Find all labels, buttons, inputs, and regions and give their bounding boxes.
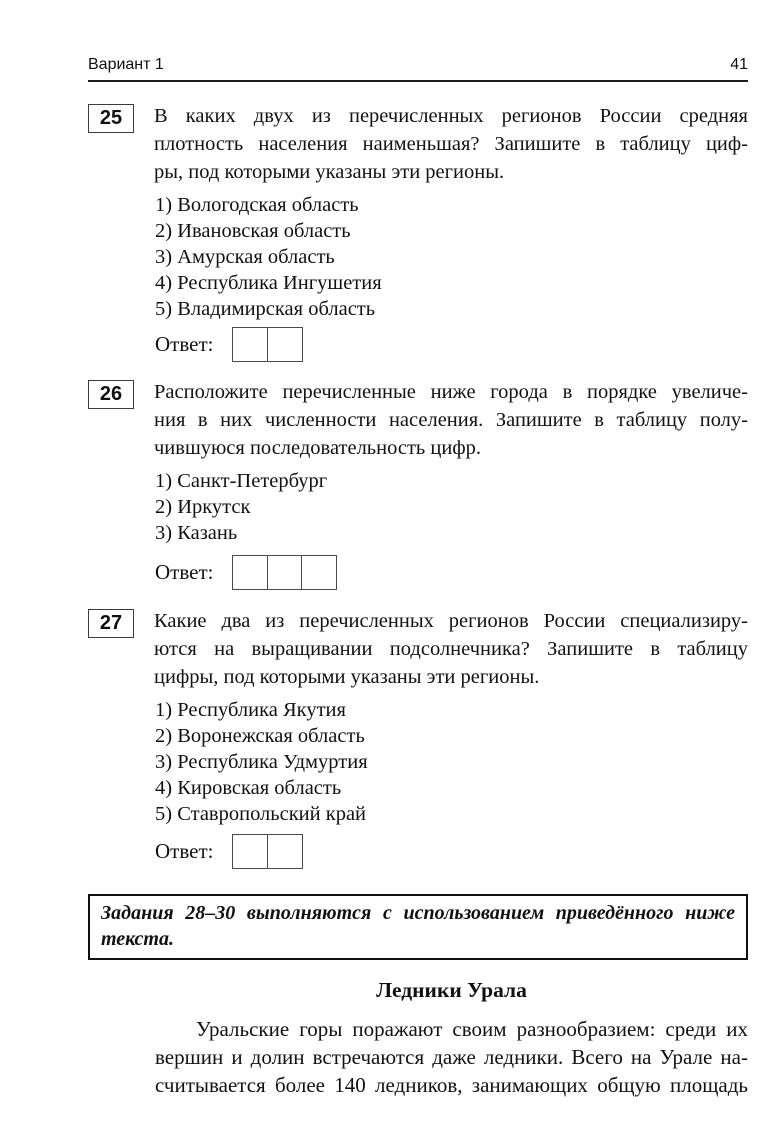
answer-cell	[232, 555, 268, 590]
question-text-line: Расположите перечисленные ниже города в порядке увеличе-	[154, 381, 748, 403]
option-item: 1) Вологодская область	[155, 194, 359, 216]
instruction-line: Задания 28–30 выполняются с использованием приведённого ниже	[101, 902, 735, 924]
option-item: 5) Ставропольский край	[155, 803, 367, 825]
paragraph-line: Уральские горы поражают своим разнообразием: среди их	[196, 1017, 748, 1041]
option-item: 2) Иркутск	[155, 496, 251, 518]
question-25	[88, 102, 748, 186]
reading-title: Ледники Урала	[376, 978, 527, 1002]
question-text-line: ются на выращивании подсолнечника? Запишите в таблицу	[154, 638, 748, 660]
answer-label: Ответ:	[155, 331, 214, 356]
question-text-line: чившуюся последовательность цифр.	[154, 437, 482, 459]
answer-cells	[232, 327, 303, 362]
answer-label: Ответ:	[155, 559, 214, 584]
options-list	[155, 192, 748, 322]
reading-paragraph	[155, 1015, 748, 1099]
answer-row	[155, 833, 774, 869]
option-item: 2) Ивановская область	[155, 220, 351, 242]
question-text-line: В каких двух из перечисленных регионов России средняя	[154, 105, 748, 127]
option-item: 2) Воронежская область	[155, 725, 365, 747]
question-text-line: Какие два из перечисленных регионов России специализиру-	[154, 610, 748, 632]
answer-cell	[232, 327, 268, 362]
option-item: 3) Амурская область	[155, 246, 335, 268]
question-text	[154, 378, 748, 462]
question-26	[88, 378, 748, 462]
instruction-box	[88, 894, 748, 960]
question-number-box: 26	[88, 380, 134, 409]
answer-cell	[267, 327, 303, 362]
question-text-line: ры, под которыми указаны эти регионы.	[154, 161, 505, 183]
paragraph-line: вершин и долин встречаются даже ледники. Всего на Урале на-	[155, 1045, 748, 1069]
answer-cells	[232, 555, 337, 590]
page-header	[88, 56, 748, 82]
question-text	[154, 102, 748, 186]
option-item: 5) Владимирская область	[155, 298, 376, 320]
option-item: 3) Республика Удмуртия	[155, 751, 368, 773]
answer-label: Ответ:	[155, 838, 214, 863]
question-text-line: ния в них численности населения. Запишите в таблицу полу-	[154, 409, 748, 431]
variant-label: Вариант 1	[88, 56, 164, 73]
paragraph-line: считывается более 140 ледников, занимающих общую площадь	[155, 1073, 748, 1097]
question-text	[154, 607, 748, 691]
option-item: 1) Санкт-Петербург	[155, 470, 328, 492]
question-number-box: 25	[88, 104, 134, 133]
answer-cell	[267, 555, 303, 590]
answer-row	[155, 554, 774, 590]
page-number: 41	[730, 56, 748, 73]
option-item: 3) Казань	[155, 522, 238, 544]
instruction-line: текста.	[101, 928, 174, 950]
question-27	[88, 607, 748, 691]
question-number-box: 27	[88, 609, 134, 638]
answer-cell	[267, 834, 303, 869]
option-item: 1) Республика Якутия	[155, 699, 346, 721]
answer-cell	[301, 555, 337, 590]
option-item: 4) Республика Ингушетия	[155, 272, 382, 294]
options-list	[155, 697, 748, 827]
option-item: 4) Кировская область	[155, 777, 342, 799]
options-list	[155, 468, 748, 546]
answer-row	[155, 326, 774, 362]
answer-cells	[232, 834, 303, 869]
question-text-line: цифры, под которыми указаны эти регионы.	[154, 666, 540, 688]
answer-cell	[232, 834, 268, 869]
question-text-line: плотность населения наименьшая? Запишите в таблицу циф-	[154, 133, 748, 155]
